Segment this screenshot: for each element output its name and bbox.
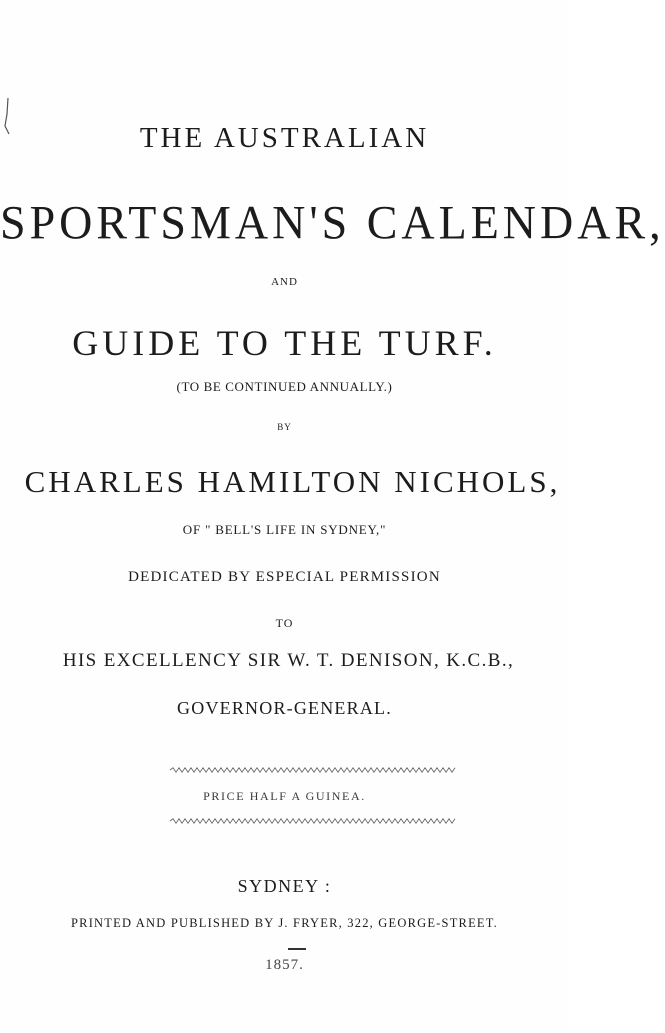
title-line-2: SPORTSMAN'S CALENDAR,: [0, 195, 665, 249]
wavy-rule-bottom: [170, 817, 455, 825]
price-line: PRICE HALF A GUINEA.: [203, 789, 366, 803]
author-name: CHARLES HAMILTON NICHOLS,: [24, 464, 561, 499]
short-rule: [288, 948, 306, 950]
title-line-1: THE AUSTRALIAN: [139, 122, 430, 154]
wavy-rule-top: [170, 766, 455, 774]
imprint-city: SYDNEY :: [237, 876, 332, 896]
dedicatee-name: HIS EXCELLENCY SIR W. T. DENISON, K.C.B.,: [62, 650, 515, 671]
author-affiliation: OF " BELL'S LIFE IN SYDNEY,": [182, 522, 387, 537]
publication-year: 1857.: [265, 957, 304, 973]
title-line-3: GUIDE TO THE TURF.: [72, 323, 497, 363]
parenthetical-note: (TO BE CONTINUED ANNUALLY.): [176, 379, 393, 394]
byline-label: BY: [277, 422, 292, 432]
imprint-publisher: PRINTED AND PUBLISHED BY J. FRYER, 322, GEORGE-STREET.: [71, 916, 498, 930]
dedicatee-title: GOVERNOR-GENERAL.: [177, 698, 392, 718]
dedication-to: TO: [275, 616, 294, 630]
conjunction: AND: [271, 276, 298, 288]
dedication-line: DEDICATED BY ESPECIAL PERMISSION: [128, 569, 441, 585]
